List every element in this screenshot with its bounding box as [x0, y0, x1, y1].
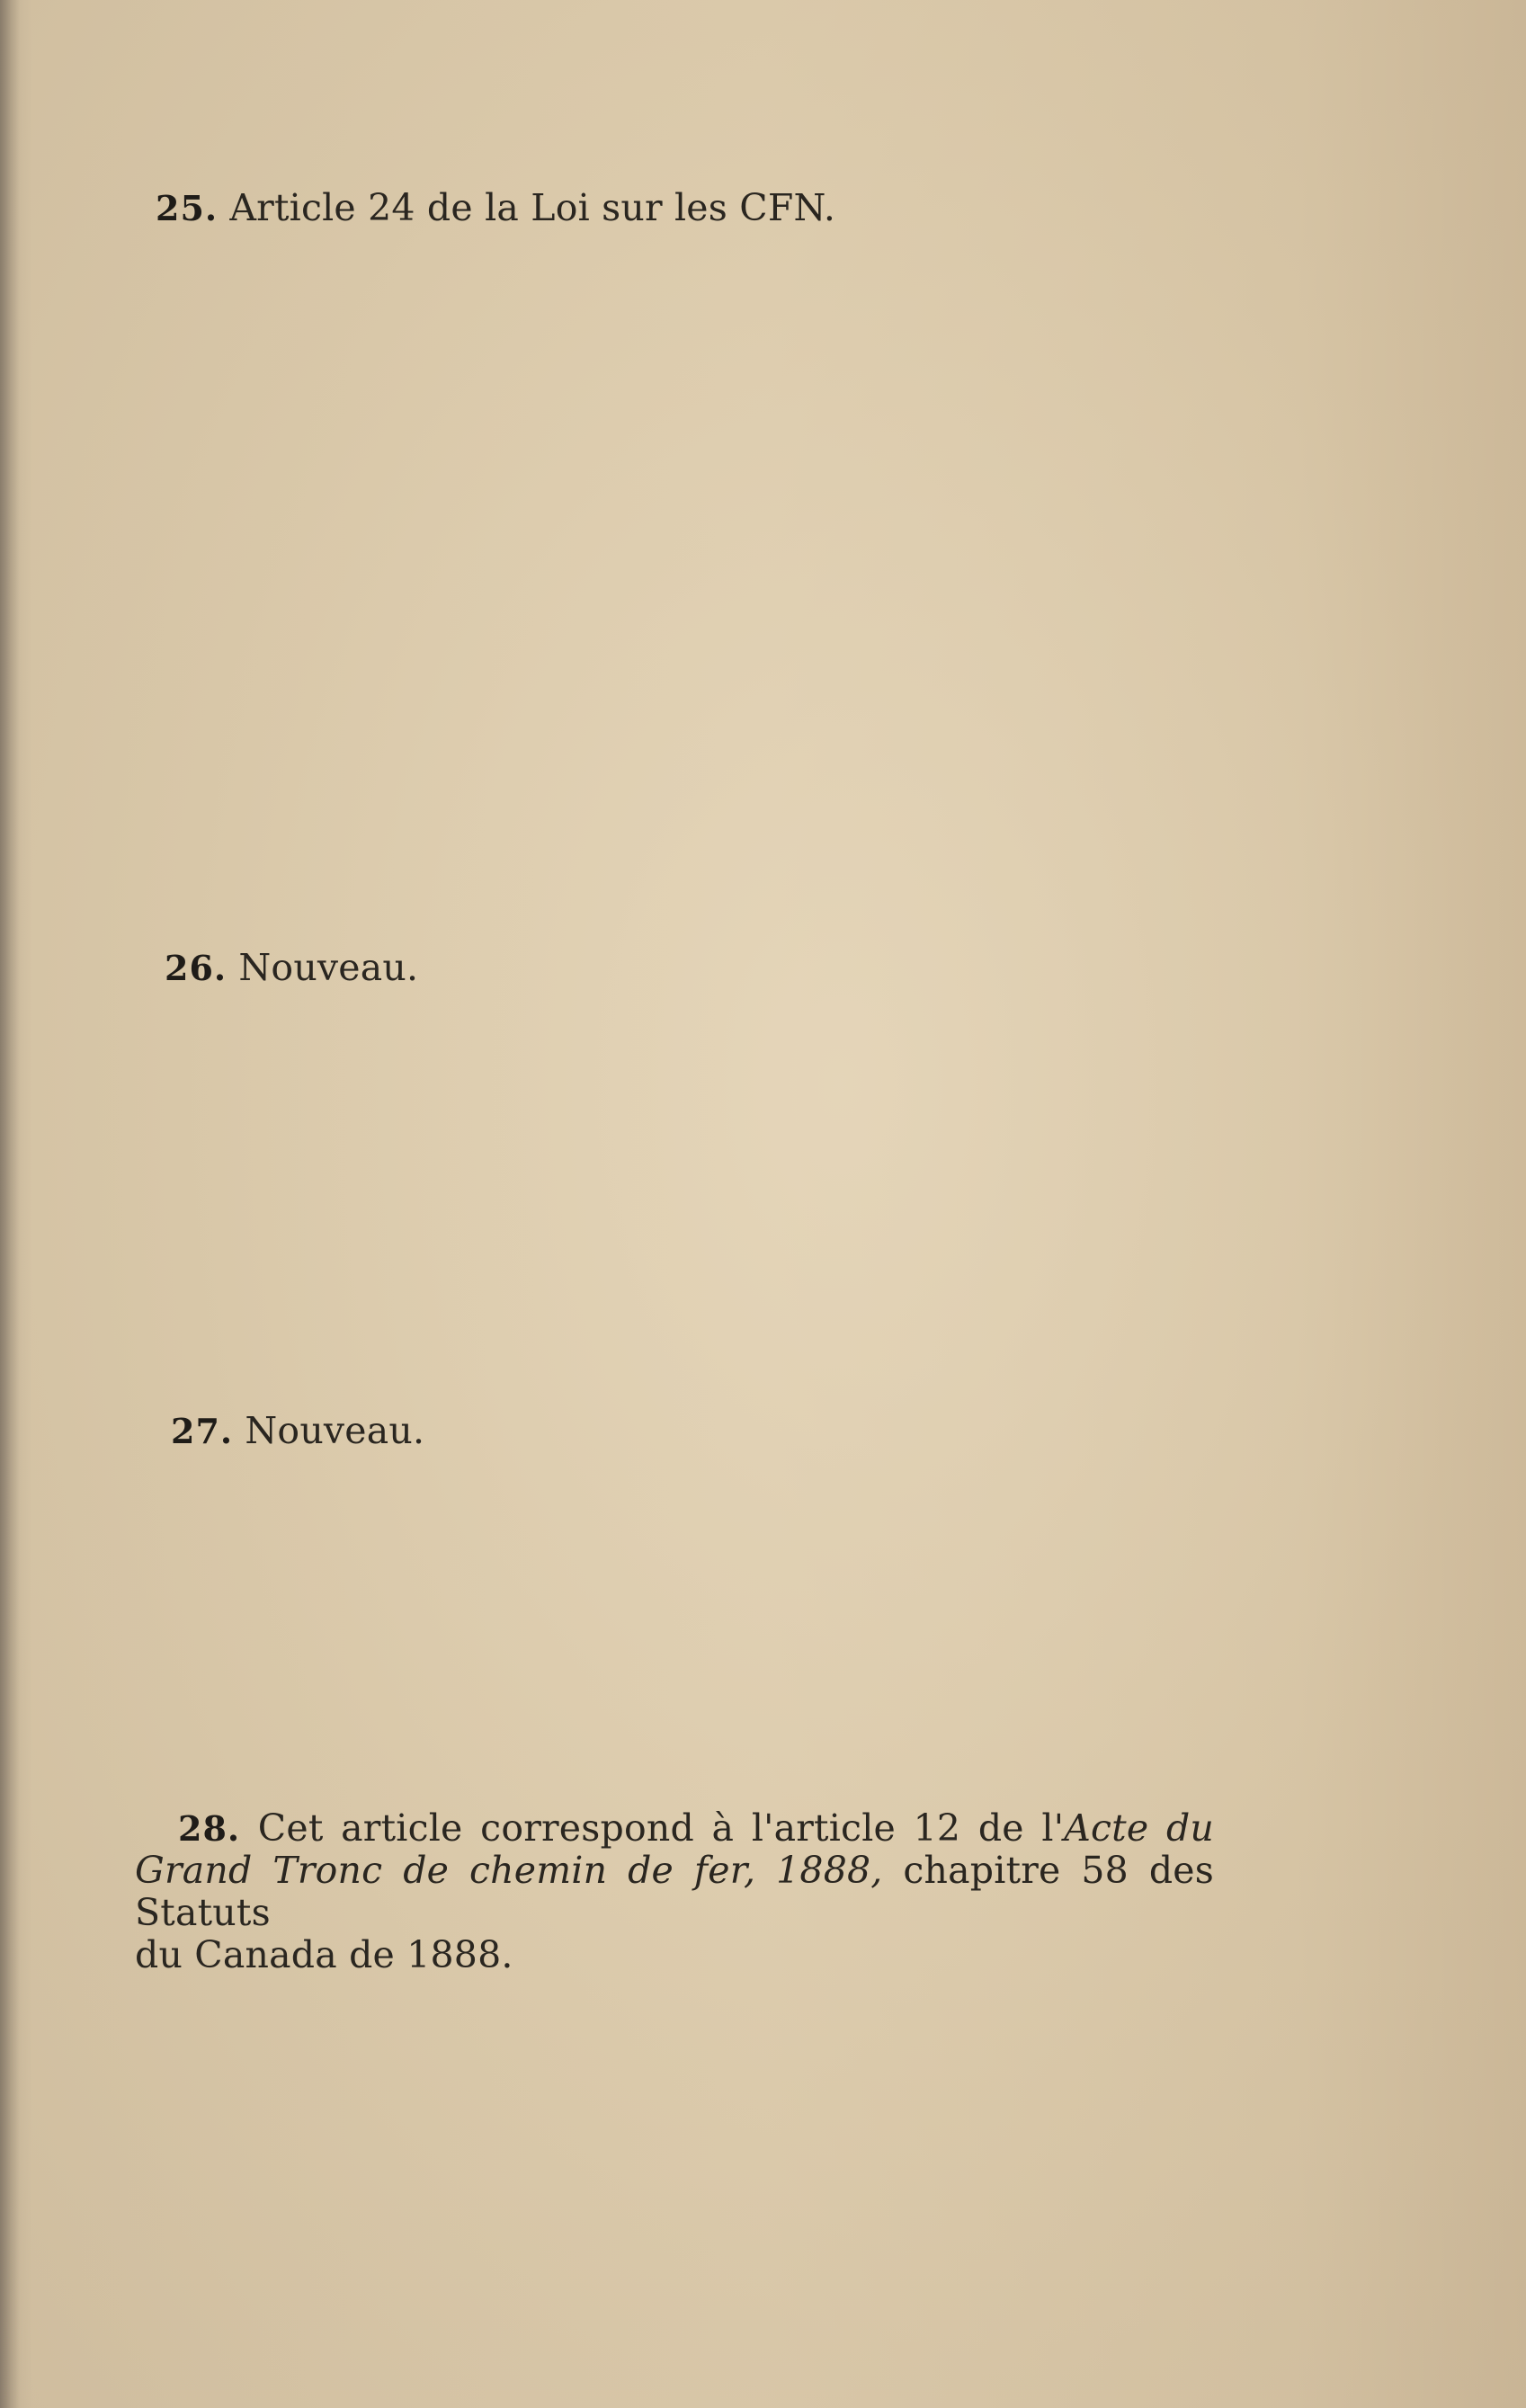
note-number: 25.	[156, 188, 219, 228]
note-28-line-3	[135, 1934, 1214, 1976]
note-text: Nouveau.	[245, 1409, 425, 1452]
note-number: 26.	[165, 948, 228, 988]
note-italic-title: Acte du	[1064, 1806, 1214, 1850]
note-text: Nouveau.	[238, 946, 419, 989]
note-27	[171, 1410, 424, 1452]
note-text: Article 24 de la Loi sur les CFN.	[229, 186, 836, 229]
note-number: 27.	[171, 1411, 234, 1451]
note-text: Cet article correspond à l'article 12 de l'	[257, 1806, 1065, 1850]
note-text: du Canada de 1888.	[135, 1933, 513, 1976]
note-28-line-2	[135, 1850, 1214, 1934]
note-28-line-1	[135, 1807, 1214, 1850]
note-26	[165, 947, 418, 989]
note-number: 28.	[178, 1808, 241, 1849]
page-gutter-shadow	[0, 0, 20, 2408]
note-28	[135, 1807, 1214, 1976]
note-italic-title: Grand Tronc de chemin de fer, 1888,	[135, 1849, 883, 1892]
note-text: chapitre 58 des Statuts	[135, 1849, 1214, 1934]
note-25	[156, 187, 835, 229]
